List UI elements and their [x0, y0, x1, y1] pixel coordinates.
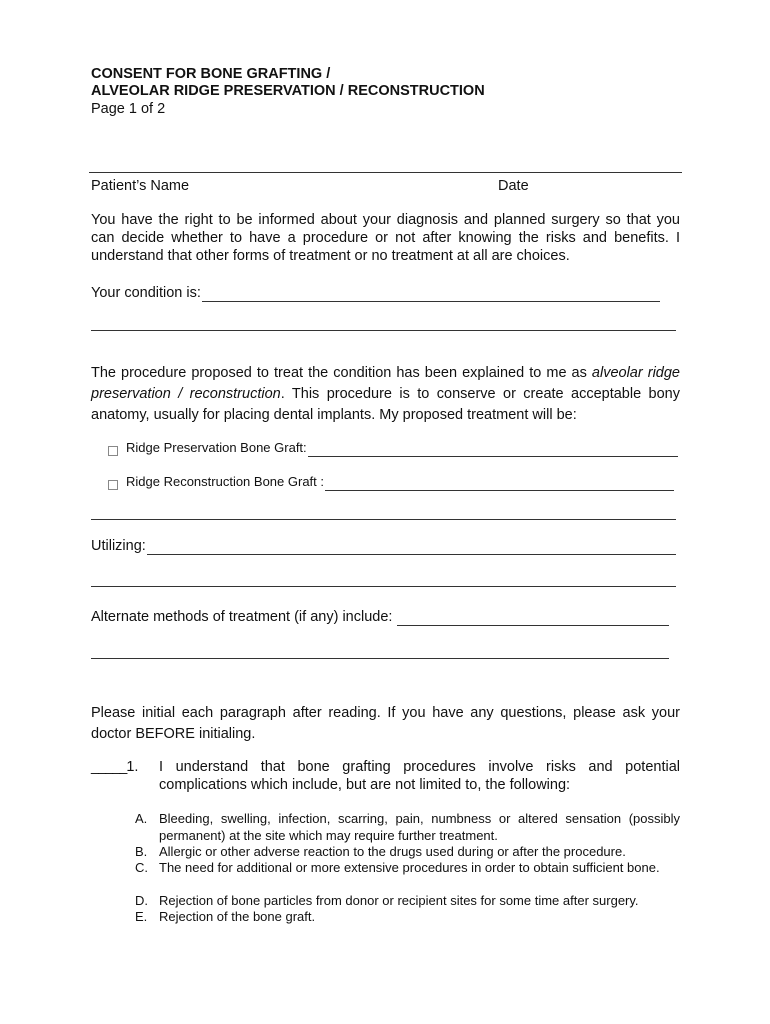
item-1-text-content: I understand that bone grafting procedures involve risks and potential complications which include, but are not limited to, the following: — [159, 759, 680, 793]
utilizing-field-line2[interactable] — [91, 586, 676, 587]
condition-row — [91, 284, 660, 302]
date-label: Date — [498, 178, 529, 194]
ridge-reconstruction-label: Ridge Reconstruction Bone Graft : — [126, 474, 324, 489]
condition-label: Your condition is: — [91, 285, 201, 301]
ridge-preservation-label: Ridge Preservation Bone Graft: — [126, 440, 307, 455]
risk-item-d — [135, 893, 680, 910]
form-title-line1: CONSENT FOR BONE GRAFTING / — [91, 66, 331, 82]
risk-b-text: Allergic or other adverse reaction to the drugs used during or after the procedure. — [159, 844, 626, 859]
risk-d-text: Rejection of bone particles from donor or recipient sites for some time after surgery. — [159, 893, 639, 908]
procedure-text-before: The procedure proposed to treat the condition has been explained to me as — [91, 365, 592, 381]
option-ridge-reconstruction — [108, 473, 674, 491]
risk-item-c — [135, 860, 680, 877]
patient-name-date-line[interactable] — [89, 172, 682, 173]
procedure-name-italic: alveolar ridge preservation / reconstruction — [91, 365, 680, 402]
risk-e-letter: E. — [135, 909, 148, 924]
ridge-reconstruction-checkbox[interactable] — [108, 480, 118, 490]
risk-a-letter: A. — [135, 811, 148, 826]
treatment-field-line[interactable] — [91, 519, 676, 520]
page-number: Page 1 of 2 — [91, 101, 166, 117]
risk-c-text: The need for additional or more extensive procedures in order to obtain sufficient bone. — [159, 860, 660, 875]
condition-field-line2[interactable] — [91, 330, 676, 331]
utilizing-row — [91, 537, 676, 555]
procedure-text-after: . This procedure is to conserve or create acceptable bony anatomy, usually for placing dental implants. My proposed treatment will be: — [91, 386, 680, 423]
item-1-number: 1. — [126, 759, 139, 775]
option-ridge-preservation — [108, 439, 678, 457]
alternate-methods-field-line2[interactable] — [91, 658, 669, 659]
risk-d-letter: D. — [135, 893, 148, 908]
risk-item-a — [135, 811, 680, 844]
risk-item-b — [135, 844, 680, 861]
condition-field[interactable] — [202, 287, 660, 302]
alternate-methods-row — [91, 608, 669, 626]
risk-e-text: Rejection of the bone graft. — [159, 909, 316, 924]
risk-c-letter: C. — [135, 860, 148, 875]
ridge-preservation-checkbox[interactable] — [108, 446, 118, 456]
item-1-text — [159, 758, 680, 794]
risk-a-text: Bleeding, swelling, infection, scarring, pain, numbness or altered sensation (possibly permanent) at the site which may require further treatment. — [159, 811, 680, 843]
utilizing-field[interactable] — [147, 540, 676, 555]
risk-item-e — [135, 909, 680, 926]
ridge-preservation-field[interactable] — [308, 442, 678, 457]
ridge-reconstruction-field[interactable] — [325, 476, 674, 491]
alternate-methods-label: Alternate methods of treatment (if any) include: — [91, 609, 397, 625]
intro-paragraph: You have the right to be informed about your diagnosis and planned surgery so that you can decide whether to have a procedure or not after knowing the risks and benefits. I understand that other forms of treatment or no treatment at all are choices. — [91, 212, 680, 264]
procedure-paragraph — [91, 363, 680, 426]
utilizing-label: Utilizing: — [91, 538, 146, 554]
patient-name-label: Patient’s Name — [91, 178, 190, 194]
risk-b-letter: B. — [135, 844, 148, 859]
item-1-initial-blank[interactable]: _____ — [91, 759, 127, 775]
form-title-line2: ALVEOLAR RIDGE PRESERVATION / RECONSTRUCTION — [91, 83, 485, 99]
alternate-methods-field[interactable] — [397, 611, 669, 626]
initial-instructions: Please initial each paragraph after reading. If you have any questions, please ask your doctor BEFORE initialing. — [91, 705, 680, 742]
